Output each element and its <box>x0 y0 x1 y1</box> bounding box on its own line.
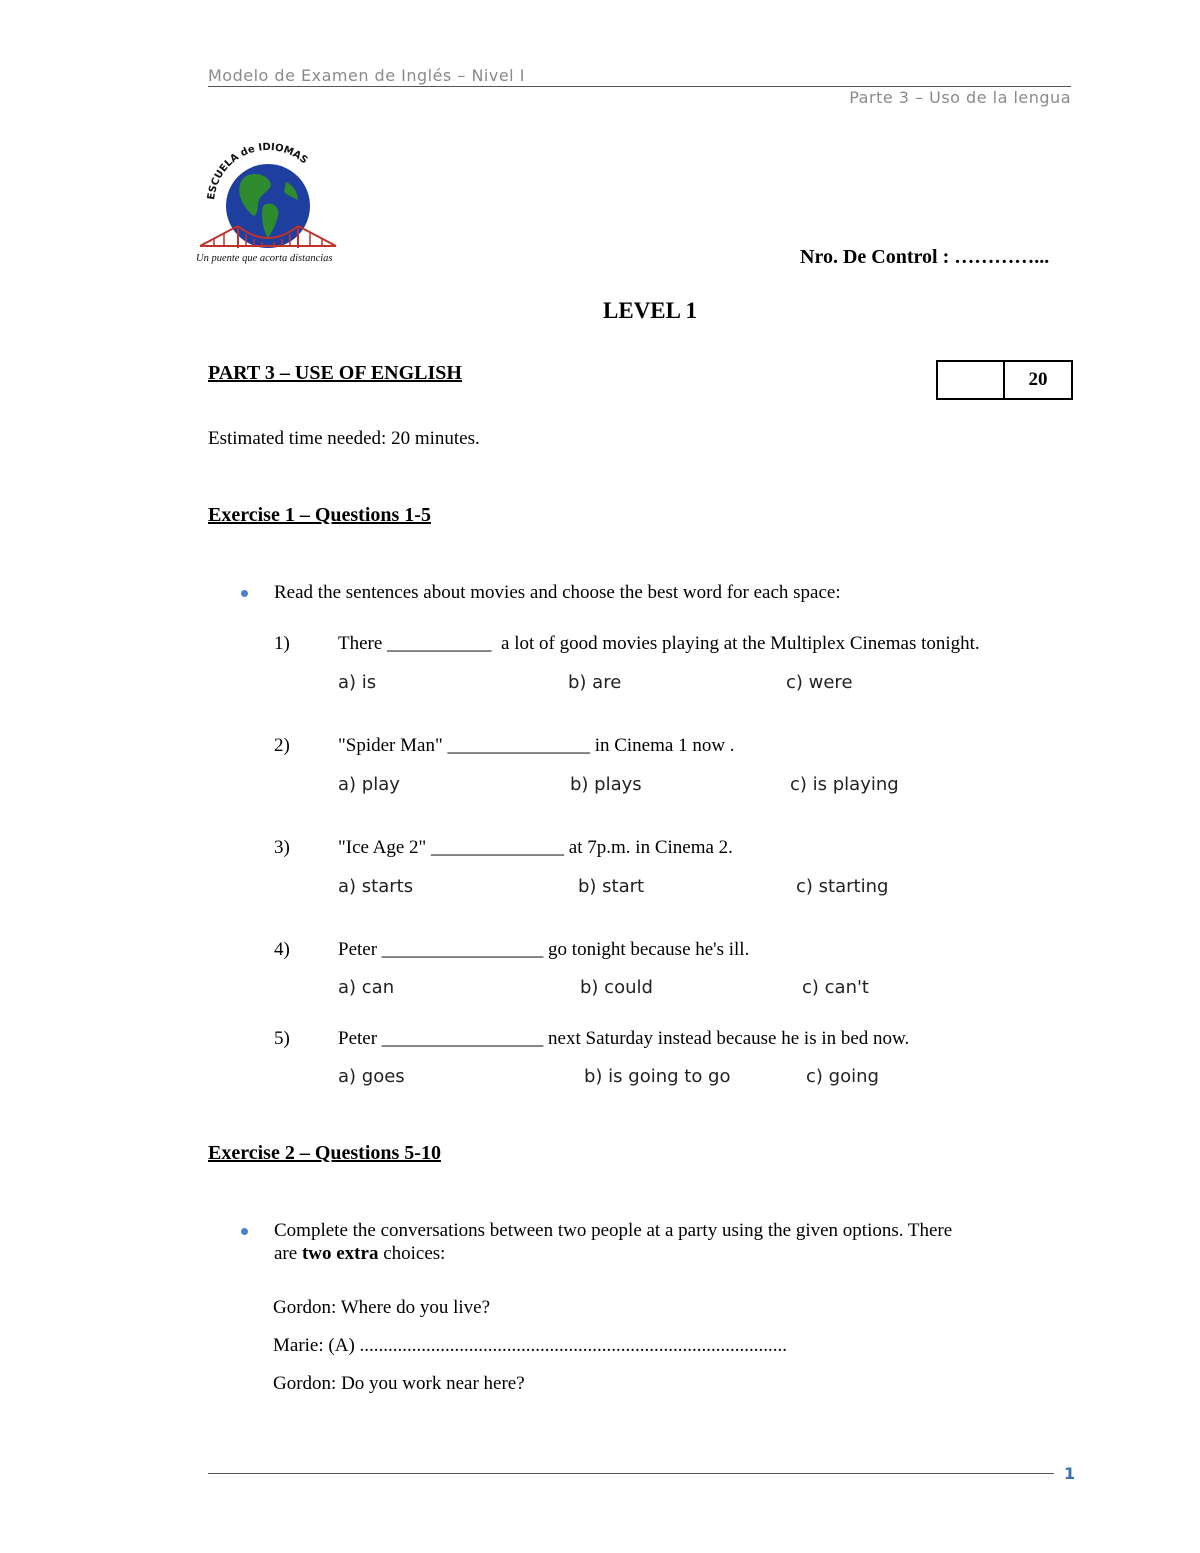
score-max-cell: 20 <box>1028 369 1048 390</box>
question-text: "Ice Age 2" ______________ at 7p.m. in Cinema 2. <box>338 837 733 858</box>
option-a[interactable]: a) can <box>338 977 395 998</box>
bullet-icon <box>241 1228 248 1235</box>
question-text: There ___________ a lot of good movies playing at the Multiplex Cinemas tonight. <box>338 633 980 654</box>
logo-tagline: Un puente que acorta distancias <box>196 253 333 264</box>
bullet-icon <box>241 590 248 597</box>
logo-arc-text: ESCUELA de IDIOMAS <box>206 142 310 201</box>
option-c[interactable]: c) is playing <box>790 774 899 795</box>
exercise1-instruction: Read the sentences about movies and choose the best word for each space: <box>274 582 841 603</box>
option-a[interactable]: a) is <box>338 672 377 693</box>
instruction-text: choices: <box>378 1243 446 1264</box>
option-c[interactable]: c) were <box>786 672 853 693</box>
page-number: 1 <box>1064 1464 1076 1483</box>
exercise2-instruction-line2 <box>274 1243 1074 1265</box>
dialogue-line: Gordon: Do you work near here? <box>273 1373 525 1394</box>
option-b[interactable]: b) are <box>568 672 622 693</box>
header-right-title: Parte 3 – Uso de la lengua <box>849 88 1071 107</box>
instruction-text: are <box>274 1243 302 1264</box>
header-left-title: Modelo de Examen de Inglés – Nivel I <box>208 66 525 85</box>
part-title: PART 3 – USE OF ENGLISH <box>208 362 462 384</box>
level-title: LEVEL 1 <box>603 298 697 323</box>
dialogue-line-answer[interactable]: Marie: (A) .......................................................................................... <box>273 1335 788 1356</box>
exercise2-instruction <box>274 1220 1074 1265</box>
question-number: 4) <box>274 939 290 960</box>
option-c[interactable]: c) starting <box>796 876 889 897</box>
option-b[interactable]: b) start <box>578 876 645 897</box>
header-rule <box>208 86 1071 87</box>
option-a[interactable]: a) starts <box>338 876 414 897</box>
question-text: Peter _________________ go tonight because he's ill. <box>338 939 750 960</box>
question-text: "Spider Man" _______________ in Cinema 1 now . <box>338 735 735 756</box>
question-number: 2) <box>274 735 290 756</box>
exercise2-instruction-line1: Complete the conversations between two people at a party using the given options. There <box>274 1220 953 1241</box>
option-a[interactable]: a) goes <box>338 1066 405 1087</box>
score-input-cell[interactable] <box>938 362 1005 398</box>
school-logo <box>194 142 344 270</box>
option-b[interactable]: b) could <box>580 977 653 998</box>
option-c[interactable]: c) can't <box>802 977 869 998</box>
option-c[interactable]: c) going <box>806 1066 879 1087</box>
option-b[interactable]: b) is going to go <box>584 1066 731 1087</box>
exercise2-title: Exercise 2 – Questions 5-10 <box>208 1142 441 1164</box>
estimated-time: Estimated time needed: 20 minutes. <box>208 428 480 449</box>
instruction-bold-text: two extra <box>301 1243 379 1264</box>
question-text: Peter _________________ next Saturday instead because he is in bed now. <box>338 1028 910 1049</box>
question-number: 1) <box>274 633 290 654</box>
option-a[interactable]: a) play <box>338 774 400 795</box>
question-number: 3) <box>274 837 290 858</box>
globe-bridge-logo-icon <box>194 142 344 270</box>
option-b[interactable]: b) plays <box>570 774 642 795</box>
score-box <box>936 360 1073 400</box>
exercise1-title: Exercise 1 – Questions 1-5 <box>208 504 431 526</box>
control-number: Nro. De Control : …………... <box>800 246 1050 268</box>
dialogue-line: Gordon: Where do you live? <box>273 1297 491 1318</box>
footer-rule <box>208 1473 1054 1474</box>
question-number: 5) <box>274 1028 290 1049</box>
